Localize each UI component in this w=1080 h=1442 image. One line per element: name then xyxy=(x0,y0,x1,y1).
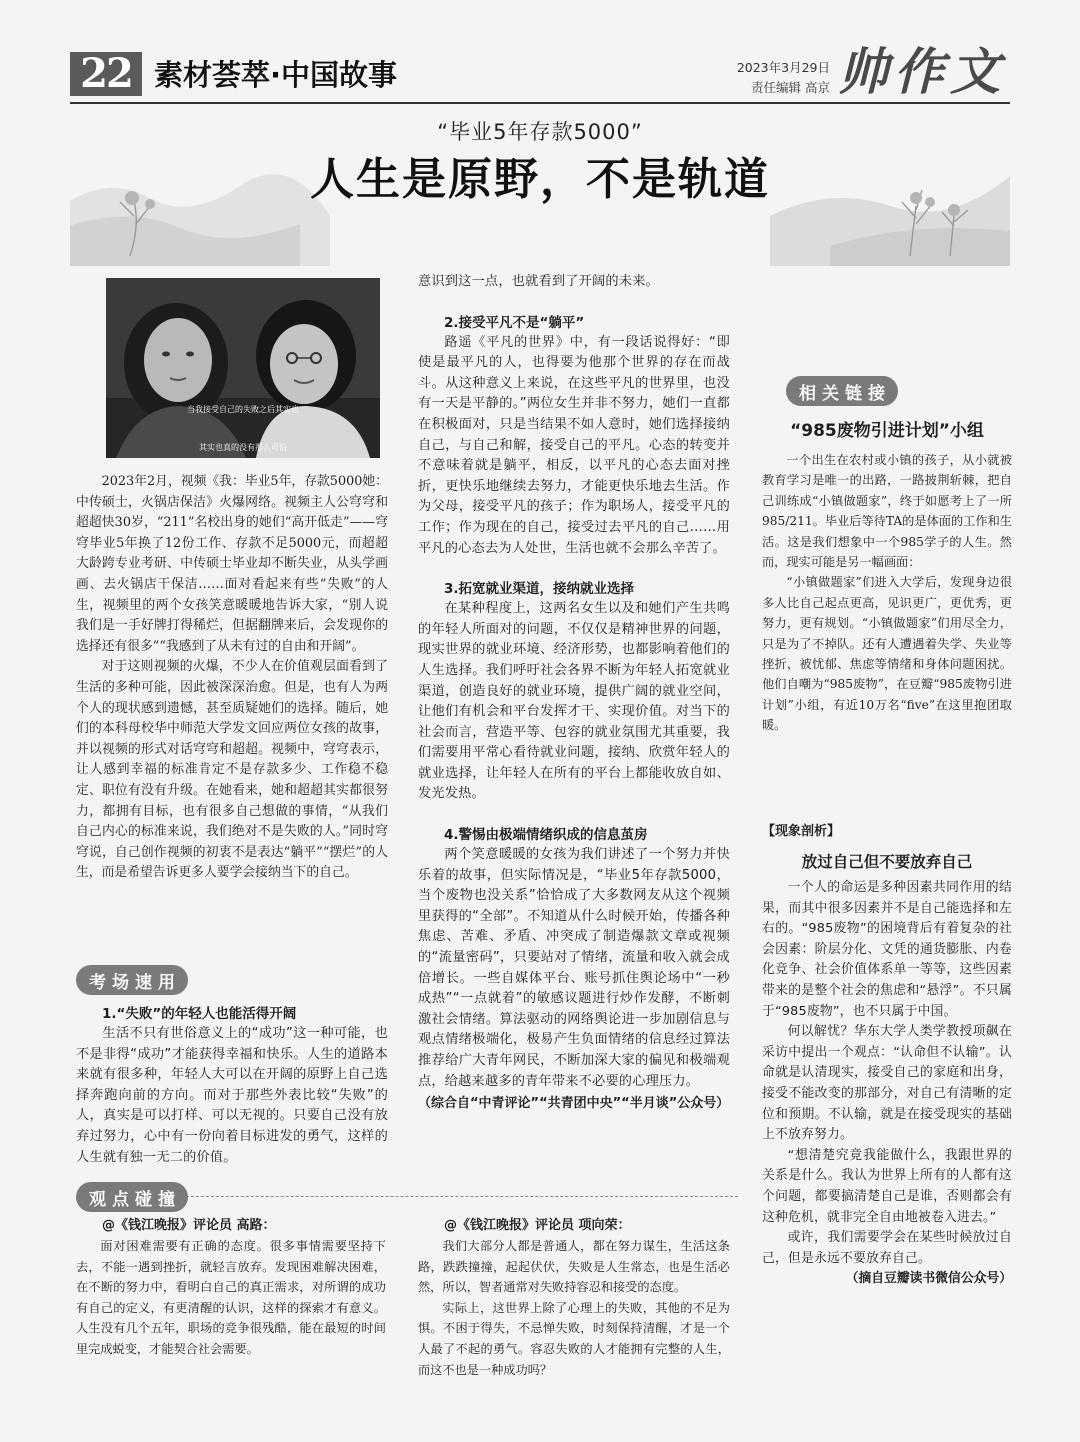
headline-title: 人生是原野，不是轨道 xyxy=(310,154,770,205)
video-subtitle-1: 当我接受自己的失败之后其实也 xyxy=(187,405,299,414)
analysis-paragraph: 或许，我们需要学会在某些时候放过自己，但是永远不要放弃自己。 xyxy=(762,1230,1012,1266)
related-pill: 相关链接 xyxy=(786,376,898,406)
related-paragraph: “小镇做题家”们进入大学后，发现身边很多人比自己起点更高，见识更广，更优秀，更努力，更有规划。“小镇做题家”们用尽全力，只是为了不掉队。还有人遭遇着失学、失业等挫折，被忧郁、焦虑等情绪和身体问题困扰。他们自嘲为“985废物”，在豆瓣“985废物引进计划”小组，有近10万名“five”在这里抱团取暖。 xyxy=(762,575,1012,733)
brand-logo: 帅作文 xyxy=(838,42,1006,101)
video-still-photo xyxy=(106,278,380,458)
viewpoint-right xyxy=(418,1216,730,1380)
analysis-paragraph: “想清楚究竟我能做什么，我跟世界的关系是什么。我认为世界上所有的人都有这个问题，都要搞清楚自己是谁，否则都会有这种危机，就非完全自由地被卷入进去。” xyxy=(762,1147,1012,1225)
analysis-tag: 【现象剖析】 xyxy=(762,824,841,839)
video-subtitle-2: 其实也真的没有那么可怕 xyxy=(199,443,287,452)
kaochang-body: 生活不只有世俗意义上的“成功”这一种可能，也不是非得“成功”才能获得幸福和快乐。人生的道路本来就有很多种，年轻人大可以在开阔的原野上自己选择奔跑向前的方向。而对于那些外表比较“失败”的人，真实是可以打样、可以无视的。只要自己没有放弃过努力，心中有一份向着目标进发的勇气，这样的人生就有独一无二的价值。 xyxy=(76,1026,388,1165)
middle-source: （综合自“中青评论”“共青团中央”“半月谈”公众号） xyxy=(418,1096,730,1112)
two-women-illustration xyxy=(106,278,380,458)
viewpoint-right-author: @《钱江晚报》评论员 项向荣： xyxy=(444,1218,631,1233)
section4-heading: 4.警惕由极端情绪织成的信息茧房 xyxy=(444,827,648,844)
section3-heading: 3.拓宽就业渠道，接纳就业选择 xyxy=(444,581,635,598)
kaochang-heading: 1.“失败”的年轻人也能活得开阔 xyxy=(102,1006,297,1022)
kaochang-block xyxy=(76,1004,388,1168)
header-rule xyxy=(70,102,1010,104)
editor-credit: 责任编辑 高京 xyxy=(751,80,830,95)
kaochang-pill: 考场速用 xyxy=(76,965,188,995)
section2-body: 路遥《平凡的世界》中，有一段话说得好：“即使是最平凡的人，也得要为他那个世界的存在而战斗。从这种意义上来说，在这些平凡的世界里，也没有一天是平静的。”两位女生并非不努力，她们一直都在积极面对，只是当结果不如人意时，她们选择接纳自己，与自己和解，接受自己的平凡。心态的转变并不意味着就是躺平，相反，以平凡的心态去面对挫折，更快乐地继续去努力，才能更快乐地去生活。作为父母，接受平凡的孩子；作为职场人，接受平凡的工作；作为现在的自己，接受过去平凡的自己……用平凡的心态去为人处世，生活也就不会那么辛苦了。 xyxy=(418,334,730,556)
headline-kicker: “毕业5年存款5000” xyxy=(437,120,643,144)
viewpoint-right-paragraph: 实际上，这世界上除了心理上的失败，其他的不足为惧。不困于得失，不忌惮失败，时刻保持清醒，才是一个人最了不起的勇气。容忍失败的人才能拥有完整的人生，而这不也是一种成功吗？ xyxy=(418,1300,730,1377)
headline-banner xyxy=(70,106,1010,266)
article-paragraph: 2023年2月，视频《我：毕业5年，存款5000她：中传硕士，火锅店保洁》火爆网络。视频主人公穹穹和超超快30岁，“211”名校出身的她们“高开低走”——穹穹毕业5年换了12份工作、存款不足5000元，而超超大龄跨专业考研、中传硕士毕业却不断失业，从头学画画、去火锅店干保洁……面对看起来有些“失败”的人生，视频里的两个女孩笑意暖暖地告诉大家，“别人说我们是一手好牌打得稀烂，但据翻牌来后，会发现你的选择还有很多”“我感到了从未有过的自由和开阔”。 xyxy=(76,474,388,654)
issue-date: 2023年3月29日 xyxy=(736,60,830,75)
section2-heading: 2.接受平凡不是“躺平” xyxy=(444,314,585,331)
middle-intro: 意识到这一点，也就看到了开阔的未来。 xyxy=(418,274,659,289)
viewpoint-left-body: 面对困难需要有正确的态度。很多事情需要坚持下去，不能一遇到挫折，就轻言放弃。发现困难解决困难，在不断的努力中，看明白自己的真正需求，对所谓的成功有自己的定义，有更清醒的认识，这样的探索才有意义。人生没有几个五年，职场的竞争很残酷，能在最短的时间里完成蜕变，才能契合社会需要。 xyxy=(76,1239,386,1356)
page-number: 22 xyxy=(70,52,142,96)
middle-column xyxy=(418,272,730,1114)
viewpoint-right-paragraph: 我们大部分人都是普通人，都在努力谋生，生活这条路，跌跌撞撞，起起伏伏，失败是人生常态，也是生活必然，所以，智者通常对失败持容忍和接受的态度。 xyxy=(418,1239,730,1295)
analysis-source: （摘自豆瓣读书微信公众号） xyxy=(845,1271,1012,1287)
related-paragraph: 一个出生在农村或小镇的孩子，从小就被教育学习是唯一的出路，一路披荆斩棘，把自己训练成“小镇做题家”，终于如愿考上了一所985/211。毕业后等待TA的是体面的工作和生活。这是我们想象中一个985学子的人生。然而，现实可能是另一幅画面： xyxy=(762,453,1012,570)
page-header xyxy=(70,42,1010,102)
viewpoint-left xyxy=(76,1216,386,1360)
analysis-paragraph: 何以解忧？华东大学人类学教授项飙在采访中提出一个观点：“认命但不认输”。认命就是认清现实，接受自己的家庭和出身，接受不能改变的那部分，对自己有清晰的定位和预期。不认输，就是在接受现实的基础上不放弃努力。 xyxy=(762,1024,1012,1143)
article-paragraph: 对于这则视频的火爆，不少人在价值观层面看到了生活的多种可能，因此被深深治愈。但是，也有人为两个人的现状感到遗憾，甚至质疑她们的选择。随后，她们的本科母校华中师范大学发文回应两位女孩的故事，并以视频的形式对话穹穹和超超。视频中，穹穹表示，让人感到幸福的标准肯定不是存款多少、工作稳不稳定、职位有没有升级。在她看来，她和超超其实都很努力，都拥有目标，也有很多自己想做的事情，“从我们自己内心的标准来说，我们绝对不是失败的人。”同时穹穹说，自己创作视频的初衷不是表达“躺平”“摆烂”的人生，而是希望告诉更多人要学会接纳当下的自己。 xyxy=(76,659,388,881)
analysis-title: 放过自己但不要放弃自己 xyxy=(801,853,973,871)
related-block xyxy=(762,418,1012,736)
section4-body: 两个笑意暖暖的女孩为我们讲述了一个努力并快乐着的故事，但实际情况是，“毕业5年存款5000，当个废物也没关系”恰恰成了大多数网友从这个视频里获得的“全部”。不知道从什么时候开始，传播各种焦虑、苦难、矛盾、冲突成了制造爆款文章或视频的“流量密码”，只要站对了情绪，流量和收入就会成倍增长。一些自媒体平台、账号抓住舆论场中“一秒成热”“一点就着”的敏感议题进行炒作发酵，不断刺激社会情绪。算法驱动的网络舆论进一步加剧信息与观点情绪极端化，极易产生负面情绪的信息经过算法推荐给广大青年网民，不断加深大家的偏见和极端观点，给越来越多的青年带来不必要的心理压力。 xyxy=(418,847,730,1089)
analysis-block xyxy=(762,822,1012,1289)
left-article xyxy=(76,472,388,884)
viewpoint-pill: 观点碰撞 xyxy=(76,1182,188,1212)
section3-body: 在某种程度上，这两名女生以及和她们产生共鸣的年轻人所面对的问题，不仅仅是精神世界的问题，现实世界的就业环境、经济形势，也都影响着他们的人生选择。我们呼吁社会各界不断为年轻人拓宽就业渠道，创造良好的就业环境，提供广阔的就业空间，让他们有机会和平台发挥才干、实现价值。对当下的社会而言，营造平等、包容的就业氛围尤其重要，我们需要用平常心看待就业问题，接纳、欣赏年轻人的就业选择，让年轻人在所有的平台上都能收放自如、发光发热。 xyxy=(418,601,730,802)
related-title: “985废物引进计划”小组 xyxy=(790,421,984,441)
section-title: 素材荟萃·中国故事 xyxy=(154,58,398,92)
viewpoint-left-author: @《钱江晚报》评论员 高路： xyxy=(102,1218,276,1233)
analysis-paragraph: 一个人的命运是多种因素共同作用的结果，而其中很多因素并不是自己能选择和左右的。“985废物”的困境背后有着复杂的社会因素：阶层分化、文凭的通货膨胀、内卷化竞争、社会价值体系单一等等，这些因素带来的是整个社会的焦虑和“悬浮”。不只属于“985废物”，也不只属于中国。 xyxy=(762,880,1012,1019)
